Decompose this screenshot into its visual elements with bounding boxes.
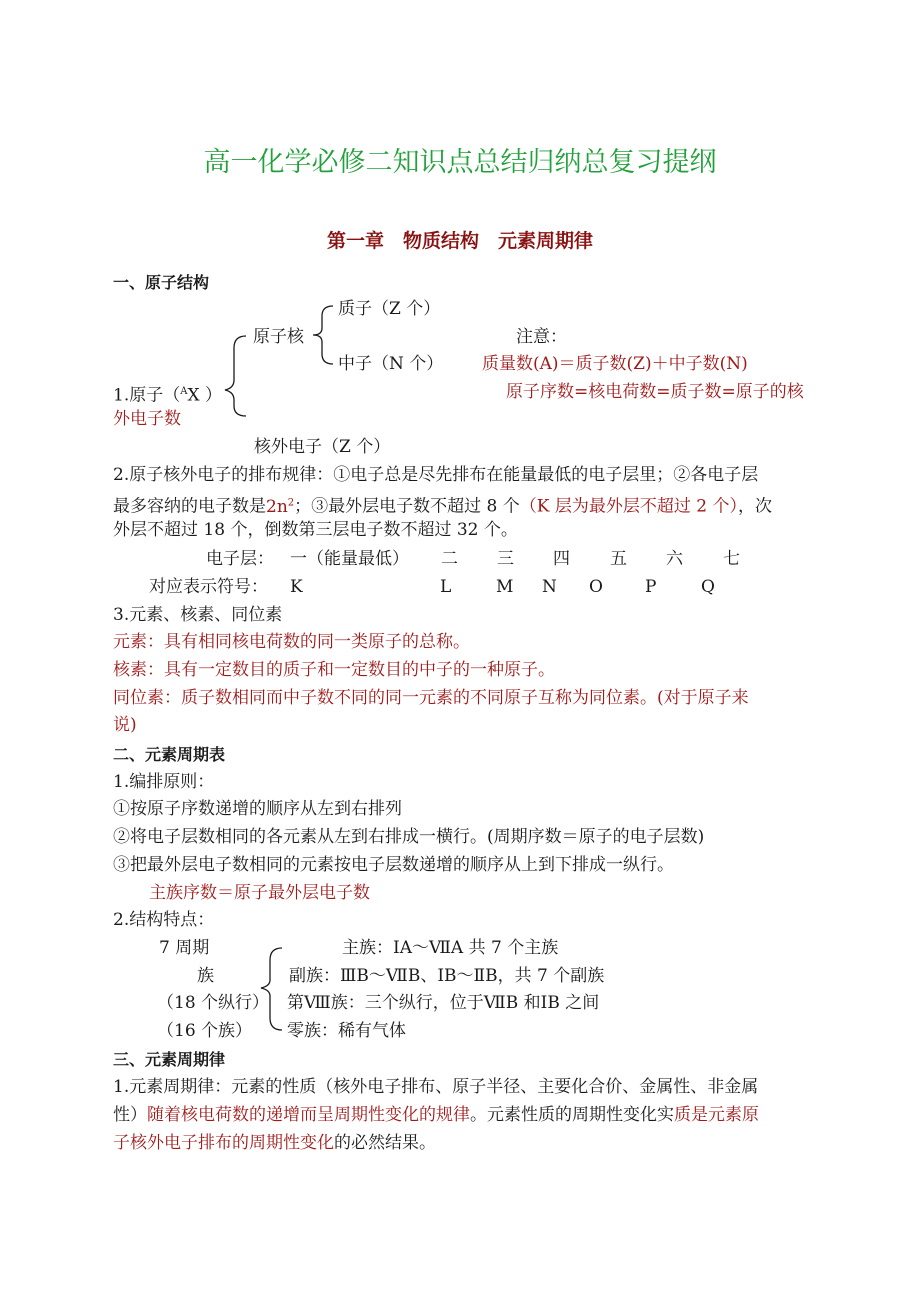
- section-heading-periodic-law: 三、元素周期律: [113, 1050, 226, 1069]
- nuclide-definition: 核素：具有一定数目的质子和一定数目的中子的一种原子。: [113, 660, 555, 680]
- groups-label: 族: [197, 966, 214, 986]
- shell-2: 二: [441, 549, 458, 569]
- rule-line-3: 外层不超过 18 个，倒数第三层电子数不超过 32 个。: [113, 520, 518, 540]
- subheading-structure: 2.结构特点：: [113, 910, 215, 930]
- periodic-law-line-3: 子核外电子排布的周期性变化的必然结果。: [113, 1133, 436, 1153]
- principle-2: ②将电子层数相同的各元素从左到右排成一横行。(周期序数＝原子的电子层数): [113, 827, 705, 847]
- group-brace: [261, 948, 282, 1030]
- proton-label: 质子（Z 个）: [338, 299, 441, 319]
- main-group-info: 主族：ⅠA～ⅦA 共 7 个主族: [342, 938, 559, 958]
- symbol-label: 对应表示符号：: [149, 577, 268, 597]
- principle-3: ③把最外层电子数相同的元素按电子层数递增的顺序从上到下排成一纵行。: [113, 855, 674, 875]
- shell-6: 六: [666, 549, 683, 569]
- nucleus-label: 原子核: [253, 327, 304, 347]
- symbol-m: M: [496, 577, 514, 597]
- section-heading-atom-structure: 一、原子结构: [113, 273, 210, 292]
- electron-label: 核外电子（Z 个）: [254, 437, 391, 457]
- note-label: 注意：: [516, 327, 567, 347]
- zero-group-info: 零族：稀有气体: [287, 1021, 406, 1041]
- principle-1: ①按原子序数递增的顺序从左到右排列: [113, 799, 402, 819]
- rule-line-2: 最多容纳的电子数是$2n^2$；③最外层电子数不超过 8 个（K 层为最外层不超过 2 个），次: [113, 496, 772, 517]
- columns-label: （18 个纵行）: [157, 993, 270, 1013]
- isotope-definition: 同位素：质子数相同而中子数不同的同一元素的不同原子互称为同位素。(对于原子来: [113, 688, 749, 708]
- groups-count-label: （16 个族）: [157, 1021, 253, 1041]
- isotope-definition-cont: 说): [113, 715, 137, 735]
- chapter-heading: 第一章 物质结构 元素周期律: [326, 230, 593, 252]
- shell-5: 五: [610, 549, 627, 569]
- subheading-element-nuclide-isotope: 3.元素、核素、同位素: [113, 605, 283, 625]
- shell-1: 一（能量最低）: [290, 549, 409, 569]
- atom-brace: [225, 336, 246, 416]
- periodic-law-line-1: 1.元素周期律：元素的性质（核外电子排布、原子半径、主要化合价、金属性、非金属: [113, 1077, 759, 1097]
- subheading-arrangement: 1.编排原则：: [113, 772, 215, 792]
- shell-label: 电子层：: [206, 549, 274, 569]
- nucleus-brace: [313, 306, 333, 364]
- symbol-k: K: [290, 577, 303, 597]
- sub-group-info: 副族：ⅢB～ⅦB、ⅠB～ⅡB，共 7 个副族: [289, 966, 605, 986]
- group-8-info: 第Ⅷ族：三个纵行，位于ⅦB 和ⅠB 之间: [287, 993, 600, 1013]
- atomic-number-formula-cont: 外电子数: [113, 409, 181, 429]
- shell-3: 三: [497, 549, 514, 569]
- symbol-l: L: [440, 577, 452, 597]
- neutron-label: 中子（N 个）: [338, 354, 444, 374]
- symbol-o: O: [589, 577, 603, 597]
- atom-label: 1.原子（$^A$X ）: [113, 385, 222, 406]
- periodic-law-line-2: 性）随着核电荷数的递增而呈周期性变化的规律。元素性质的周期性变化实质是元素原: [113, 1105, 759, 1125]
- atomic-number-formula: 原子序数=核电荷数=质子数=原子的核: [506, 382, 804, 402]
- document-title: 高一化学必修二知识点总结归纳总复习提纲: [203, 147, 717, 178]
- symbol-n: N: [542, 577, 557, 597]
- shell-7: 七: [723, 549, 740, 569]
- rule-line-1: 2.原子核外电子的排布规律：①电子总是尽先排布在能量最低的电子层里；②各电子层: [113, 465, 759, 485]
- symbol-p: P: [645, 577, 657, 597]
- element-definition: 元素：具有相同核电荷数的同一类原子的总称。: [113, 632, 470, 652]
- shell-4: 四: [553, 549, 570, 569]
- symbol-q: Q: [701, 577, 715, 597]
- section-heading-periodic-table: 二、元素周期表: [113, 745, 226, 764]
- main-group-number-rule: 主族序数＝原子最外层电子数: [149, 883, 370, 903]
- periods-label: 7 周期: [159, 938, 210, 958]
- mass-number-formula: 质量数(A)＝质子数(Z)＋中子数(N): [482, 354, 748, 374]
